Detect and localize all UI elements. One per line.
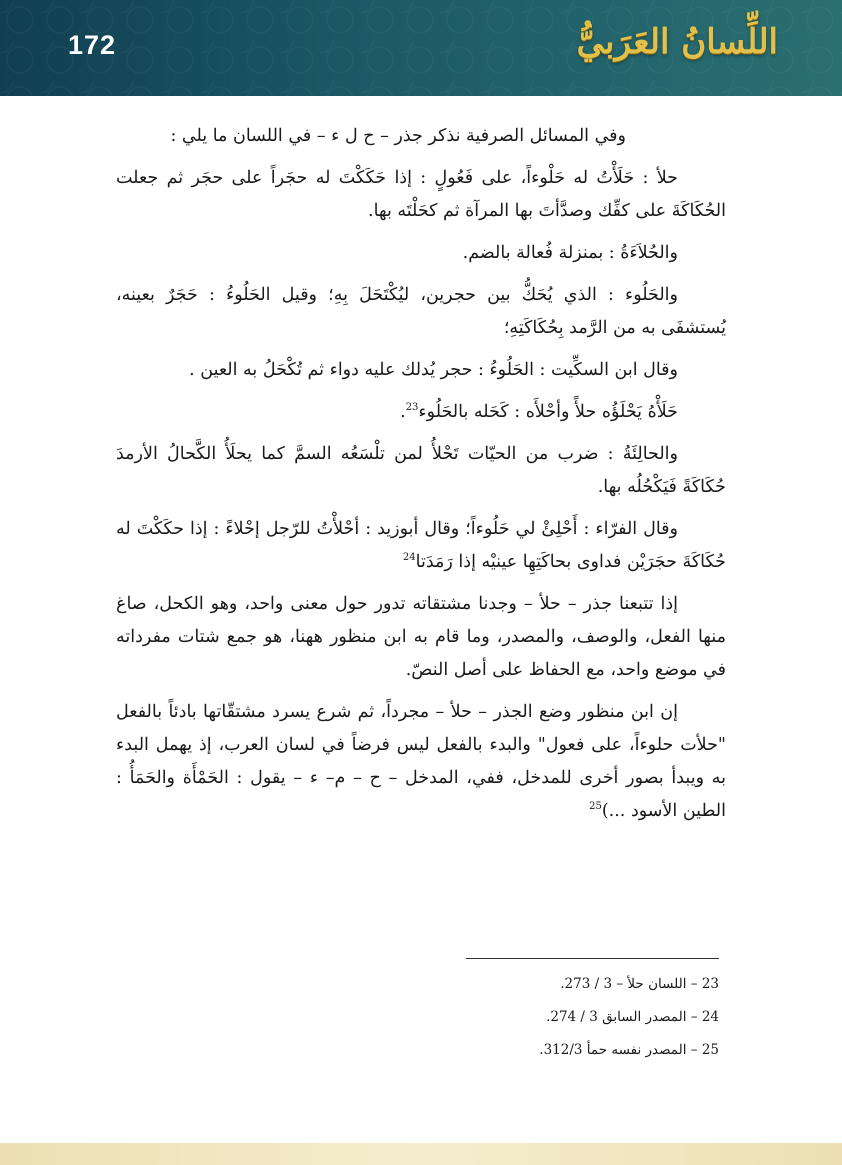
paragraph: وفي المسائل الصرفية نذكر جذر – ح ل ء – في اللسان ما يلي : (170, 126, 626, 146)
footnote-item: 25 – المصدر نفسه حمأ 312/3. (539, 1042, 719, 1058)
footnote-ref[interactable]: 24 (402, 552, 416, 564)
footnotes (466, 968, 719, 1067)
paragraph: حلأ : حَلَأْتُ له حَلْوءاً، على فَعُولٍ : إذا حَكَكْتَ له حجَراً على حجَر ثم جعلت الحُكَاكَةَ على كفِّك وصدَّأتَ بها المرآة ثم كحَلْتَه بها. (116, 168, 726, 221)
paragraph-with-ref (116, 696, 726, 828)
footnote-item: 23 – اللسان حلأ – 3 / 273. (560, 976, 719, 992)
paragraph-with-ref (116, 513, 726, 579)
paragraph-text: وقال الفرّاء : أَحْلِئْ لي حَلُوءاً؛ وقال أبوزيد : أحْلأْتُ للرّجل إحْلاءً : إذا حكَكْتَ له حُكَاكَةَ حجَرَيْن فداوى بحاكَتِهِا عينيْه إذا رَمَدَتا (116, 519, 726, 572)
footnote-divider (466, 958, 719, 959)
footnote-ref[interactable]: 25 (589, 801, 602, 813)
footnote-item: 24 – المصدر السابق 3 / 274. (546, 1009, 719, 1025)
paragraph: والحُلاَءَةُ : بمنزلة فُعالة بالضم. (462, 243, 678, 263)
paragraph-with-ref (116, 396, 726, 429)
paragraph-tail: . (400, 402, 406, 422)
paragraph-text: حَلَأْهُ يَحْلَؤُه حلأً وأحْلأَه : كَحَله بالحَلُوء (418, 402, 678, 422)
page-number: 172 (68, 30, 117, 60)
paragraph-text: إن ابن منظور وضع الجذر – حلأ – مجرداً، ثم شرع يسرد مشتقّاتها بادئاً بالفعل "حلأت حلوءاً، على فعول" والبدء بالفعل ليس فرضاً في لسان العرب، إذ يهمل البدء به ويبدأ بصور أخرى للمدخل، ففي، المدخل – ح – م– ء – يقول : الحَمْأَة والحَمَأُ : الطين الأسود ...) (116, 702, 726, 821)
paragraph: والحالِئَةُ : ضرب من الحيّات تَحْلأُ لمن تلْسَعُه السمَّ كما يحلَأُ الكَّحالُ الأرمدَ حُكَاكَةً فَيَكْحُلُه بها. (116, 444, 726, 497)
page-header (0, 0, 842, 96)
article-body (116, 120, 726, 837)
paragraph: وقال ابن السكِّيت : الحَلُوءُ : حجر يُدلك عليه دواء ثم تُكْحَلُ به العين . (189, 360, 678, 380)
paragraph: إذا تتبعنا جذر – حلأ – وجدنا مشتقاته تدور حول معنى واحد، وهو الكحل، صاغ منها الفعل، والوصف، والمصدر، وما قام به ابن منظور ههنا، هو جمع شتات مفرداته في موضع واحد، مع الحفاظ على أصل النصّ. (116, 594, 726, 680)
paragraph: والحَلُوء : الذي يُحَكُّ بين حجرين، ليُكْتَحَلَ بِهِ؛ وقيل الحَلُوءُ : حَجَرٌ بعينه، يُستشفَى به من الرَّمد بِحُكَاكَتِهِ؛ (116, 285, 726, 338)
footnote-ref[interactable]: 23 (405, 402, 419, 414)
journal-logo: اللِّسانُ العَرَبيُّ (576, 22, 778, 62)
page-footer-band (0, 1143, 842, 1165)
